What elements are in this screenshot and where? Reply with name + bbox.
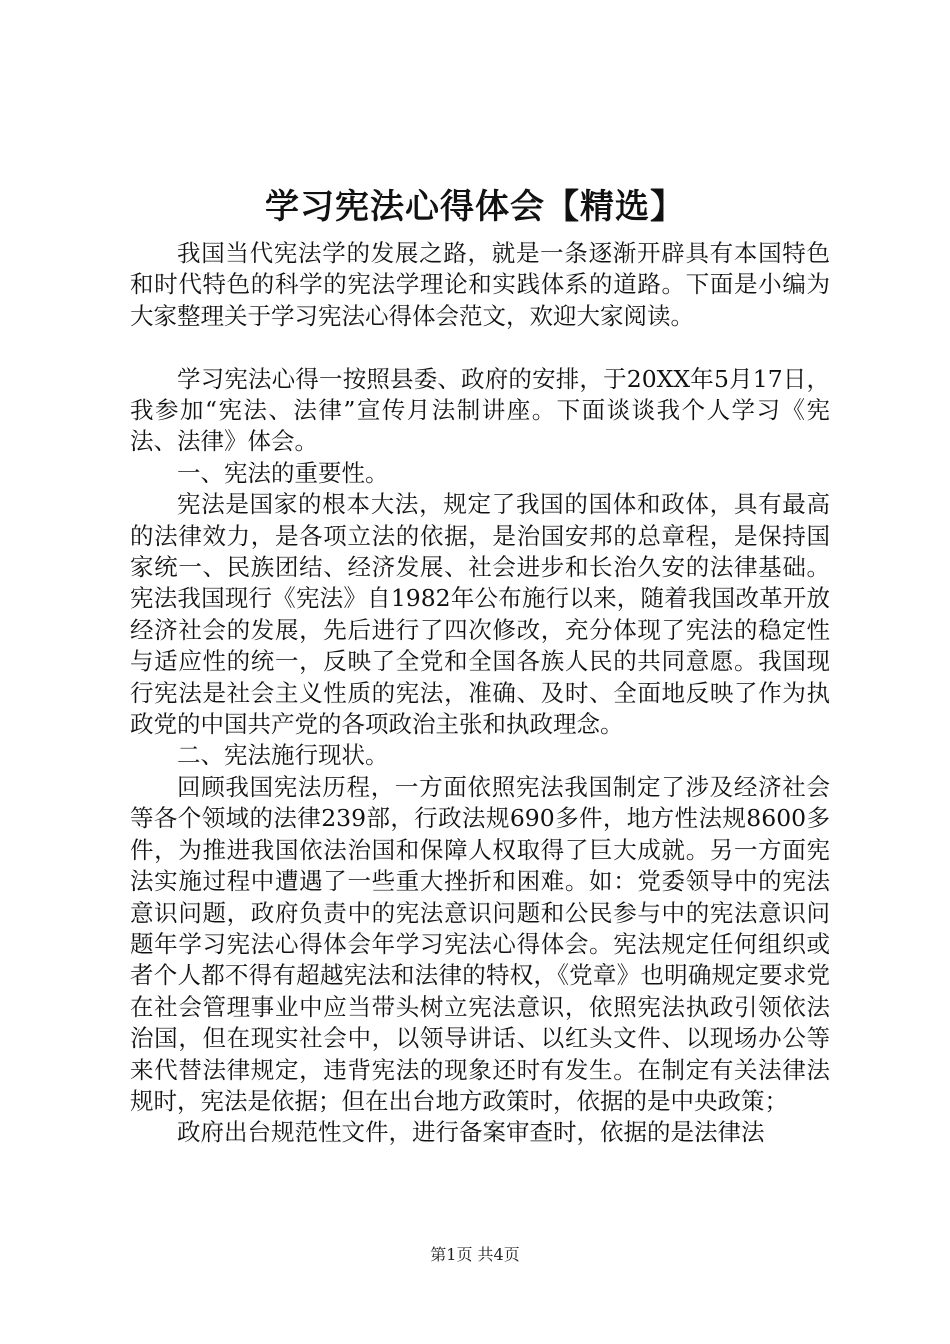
- paragraph-gap: [130, 332, 830, 363]
- document-body: [130, 238, 830, 1149]
- paragraph-1: 学习宪法心得一按照县委、政府的安排，于20XX年5月17日，我参加“宪法、法律”宣传月法制讲座。下面谈谈我个人学习《宪法、法律》体会。: [130, 364, 830, 456]
- paragraph-2: 宪法是国家的根本大法，规定了我国的国体和政体，具有最高的法律效力，是各项立法的依据，是治国安邦的总章程，是保持国家统一、民族团结、经济发展、社会进步和长治久安的法律基础。宪法我国现行《宪法》自1982年公布施行以来，随着我国改革开放经济社会的发展，先后进行了四次修改，充分体现了宪法的稳定性与适应性的统一，反映了全党和全国各族人民的共同意愿。我国现行宪法是社会主义性质的宪法，准确、及时、全面地反映了作为执政党的中国共产党的各项政治主张和执政理念。: [130, 490, 830, 739]
- section-heading-2: 二、宪法施行现状。: [177, 741, 389, 770]
- intro-paragraph: 我国当代宪法学的发展之路，就是一条逐渐开辟具有本国特色和时代特色的科学的宪法学理论和实践体系的道路。下面是小编为大家整理关于学习宪法心得体会范文，欢迎大家阅读。: [130, 239, 830, 330]
- paragraph-4: 政府出台规范性文件，进行备案审查时，依据的是法律法: [177, 1118, 765, 1147]
- page-footer: 第1页 共4页: [430, 1245, 520, 1264]
- document-title: 学习宪法心得体会【精选】: [265, 187, 685, 227]
- paragraph-3: 回顾我国宪法历程，一方面依照宪法我国制定了涉及经济社会等各个领域的法律239部，行政法规690多件，地方性法规8600多件，为推进我国依法治国和保障人权取得了巨大成就。另一方面宪法实施过程中遭遇了一些重大挫折和困难。如：党委领导中的宪法意识问题，政府负责中的宪法意识问题和公民参与中的宪法意识问题年学习宪法心得体会年学习宪法心得体会。宪法规定任何组织或者个人都不得有超越宪法和法律的特权，《党章》也明确规定要求党在社会管理事业中应当带头树立宪法意识，依照宪法执政引领依法治国，但在现实社会中，以领导讲话、以红头文件、以现场办公等来代替法律规定，违背宪法的现象还时有发生。在制定有关法律法规时，宪法是依据；但在出台地方政策时，依据的是中央政策；: [130, 772, 830, 1115]
- section-heading-1: 一、宪法的重要性。: [177, 458, 389, 487]
